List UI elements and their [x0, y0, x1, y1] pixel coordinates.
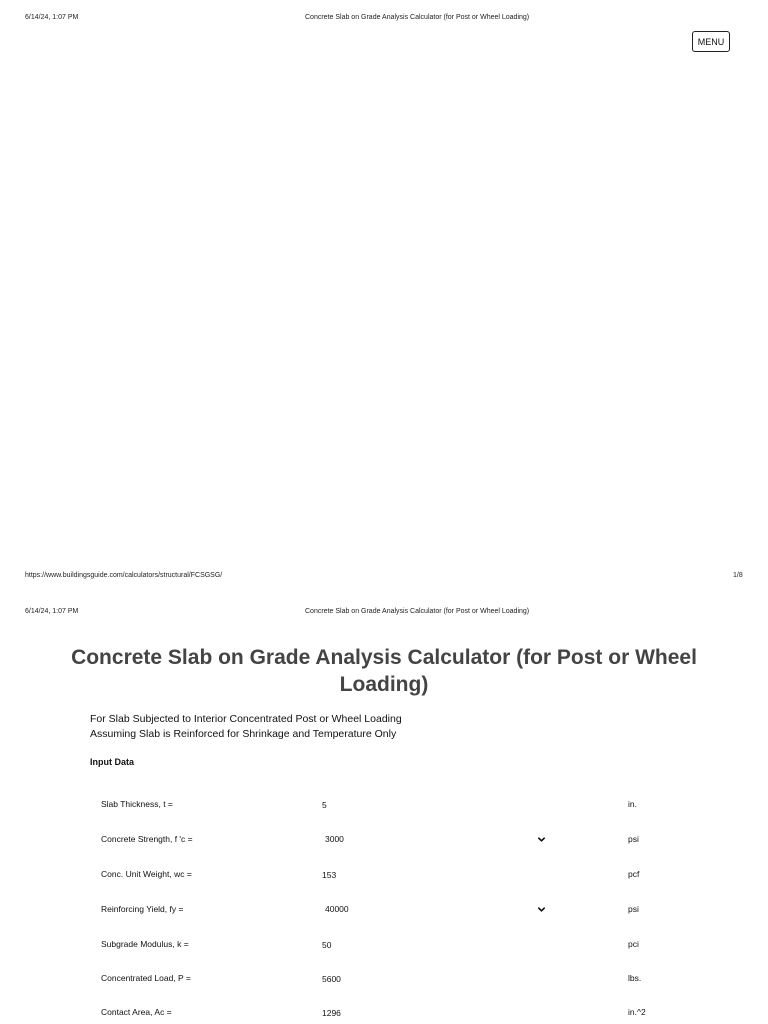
reinforcing-yield-select[interactable]	[315, 900, 555, 920]
intro-line: For Slab Subjected to Interior Concentrated Post or Wheel Loading	[90, 713, 402, 725]
print-datetime: 6/14/24, 1:07 PM	[25, 608, 79, 615]
input-unit: in.^2	[628, 1007, 646, 1017]
input-row-unit-weight	[0, 865, 768, 885]
page-title: Concrete Slab on Grade Analysis Calculator (for Post or Wheel Loading)	[71, 646, 697, 696]
unit-weight-input[interactable]	[315, 865, 555, 885]
input-label: Contact Area, Ac =	[101, 1007, 172, 1017]
chevron-down-icon	[537, 835, 546, 844]
input-row-slab-thickness	[0, 795, 768, 815]
input-label: Reinforcing Yield, fy =	[101, 904, 184, 914]
slab-thickness-input[interactable]	[315, 795, 555, 815]
concentrated-load-input[interactable]	[315, 969, 555, 989]
input-row-reinforcing-yield	[0, 900, 768, 920]
intro-text	[90, 712, 402, 742]
select-value: 3000	[325, 834, 344, 844]
input-label: Concentrated Load, P =	[101, 973, 191, 983]
input-label: Concrete Strength, f 'c =	[101, 834, 193, 844]
contact-area-input[interactable]	[315, 1003, 555, 1023]
print-page-title: Concrete Slab on Grade Analysis Calculator (for Post or Wheel Loading)	[305, 14, 530, 21]
input-unit: psi	[628, 834, 639, 844]
input-row-contact-area	[0, 1003, 768, 1023]
print-datetime: 6/14/24, 1:07 PM	[25, 14, 79, 21]
intro-line: Assuming Slab is Reinforced for Shrinkage and Temperature Only	[90, 728, 397, 740]
input-label: Subgrade Modulus, k =	[101, 939, 189, 949]
select-value: 40000	[325, 904, 349, 914]
input-data-heading: Input Data	[90, 757, 134, 767]
print-page-number: 1/8	[733, 572, 743, 579]
input-unit: in.	[628, 799, 637, 809]
input-row-concentrated-load	[0, 969, 768, 989]
print-page-title: Concrete Slab on Grade Analysis Calculator (for Post or Wheel Loading)	[305, 608, 530, 615]
input-row-subgrade-modulus	[0, 935, 768, 955]
input-unit: psi	[628, 904, 639, 914]
input-row-concrete-strength	[0, 830, 768, 850]
menu-button[interactable]: MENU	[692, 31, 730, 52]
input-unit: pci	[628, 939, 639, 949]
input-label: Slab Thickness, t =	[101, 799, 173, 809]
input-unit: lbs.	[628, 973, 642, 983]
subgrade-modulus-input[interactable]	[315, 935, 555, 955]
input-unit: pcf	[628, 869, 640, 879]
chevron-down-icon	[537, 905, 546, 914]
input-label: Conc. Unit Weight, wc =	[101, 869, 192, 879]
concrete-strength-select[interactable]	[315, 830, 555, 850]
print-url: https://www.buildingsguide.com/calculators/structural/FCSGSG/	[25, 572, 223, 579]
